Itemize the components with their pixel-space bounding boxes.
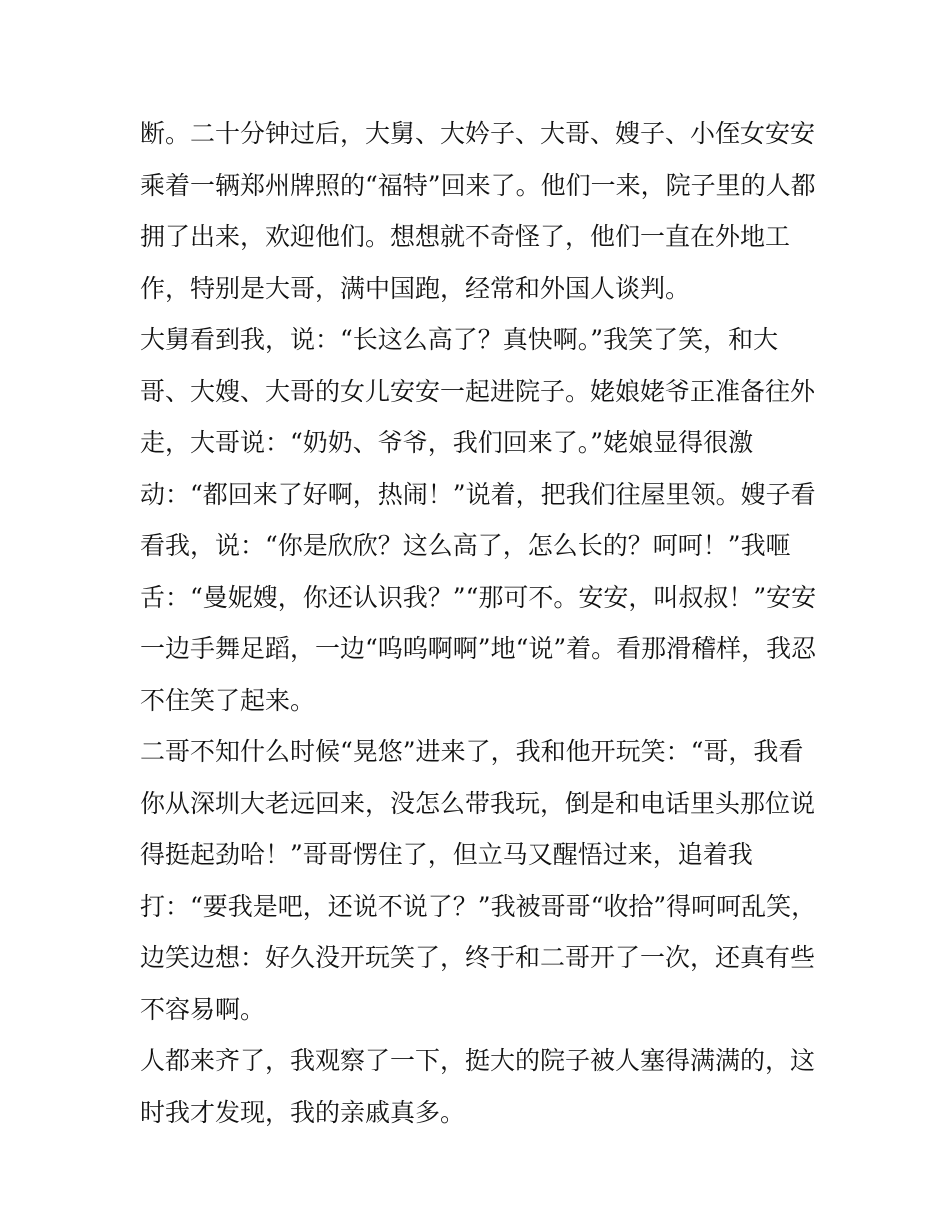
document-body-text — [140, 108, 830, 1138]
text-line: 不住笑了起来。 — [140, 685, 316, 715]
text-line: 一边手舞足蹈，一边“呜呜啊啊”地“说”着。看那滑稽样，我忍 — [140, 634, 817, 663]
text-line: 走，大哥说：“奶奶、爷爷，我们回来了。”姥娘显得很激 — [140, 428, 754, 457]
text-line: 大舅看到我，说：“长这么高了？真快啊。”我笑了笑，和大 — [140, 325, 779, 354]
text-line: 哥、大嫂、大哥的女儿安安一起进院子。姥娘姥爷正准备往外 — [140, 376, 816, 406]
text-line: 边笑边想：好久没开玩笑了，终于和二哥开了一次，还真有些 — [140, 943, 816, 972]
text-line: 看我，说：“你是欣欣？这么高了，怎么长的？呵呵！”我咂 — [140, 531, 791, 560]
text-line: 不容易啊。 — [140, 994, 266, 1024]
text-line: 拥了出来，欢迎他们。想想就不奇怪了，他们一直在外地工 — [140, 222, 791, 251]
text-line: 动：“都回来了好啊，热闹！”说着，把我们往屋里领。嫂子看 — [140, 479, 816, 509]
text-line: 你从深圳大老远回来，没怎么带我玩，倒是和电话里头那位说 — [140, 788, 816, 818]
text-line: 得挺起劲哈！”哥哥愣住了，但立马又醒悟过来，追着我 — [140, 840, 753, 869]
text-line: 作，特别是大哥，满中国跑，经常和外国人谈判。 — [140, 273, 691, 303]
text-line: 二哥不知什么时候“晃悠”进来了，我和他开玩笑：“哥，我看 — [140, 737, 804, 766]
text-line: 断。二十分钟过后，大舅、大妗子、大哥、嫂子、小侄女安安 — [140, 119, 816, 148]
text-line: 舌：“曼妮嫂，你还认识我？”“那可不。安安，叫叔叔！”安安 — [140, 582, 817, 612]
text-line: 打：“要我是吧，还说不说了？”我被哥哥“收拾”得呵呵乱笑， — [140, 891, 817, 921]
text-line: 乘着一辆郑州牌照的“福特”回来了。他们一来，院子里的人都 — [140, 170, 816, 200]
text-line: 人都来齐了，我观察了一下，挺大的院子被人塞得满满的，这 — [140, 1046, 816, 1075]
text-line: 时我才发现，我的亲戚真多。 — [140, 1097, 466, 1127]
